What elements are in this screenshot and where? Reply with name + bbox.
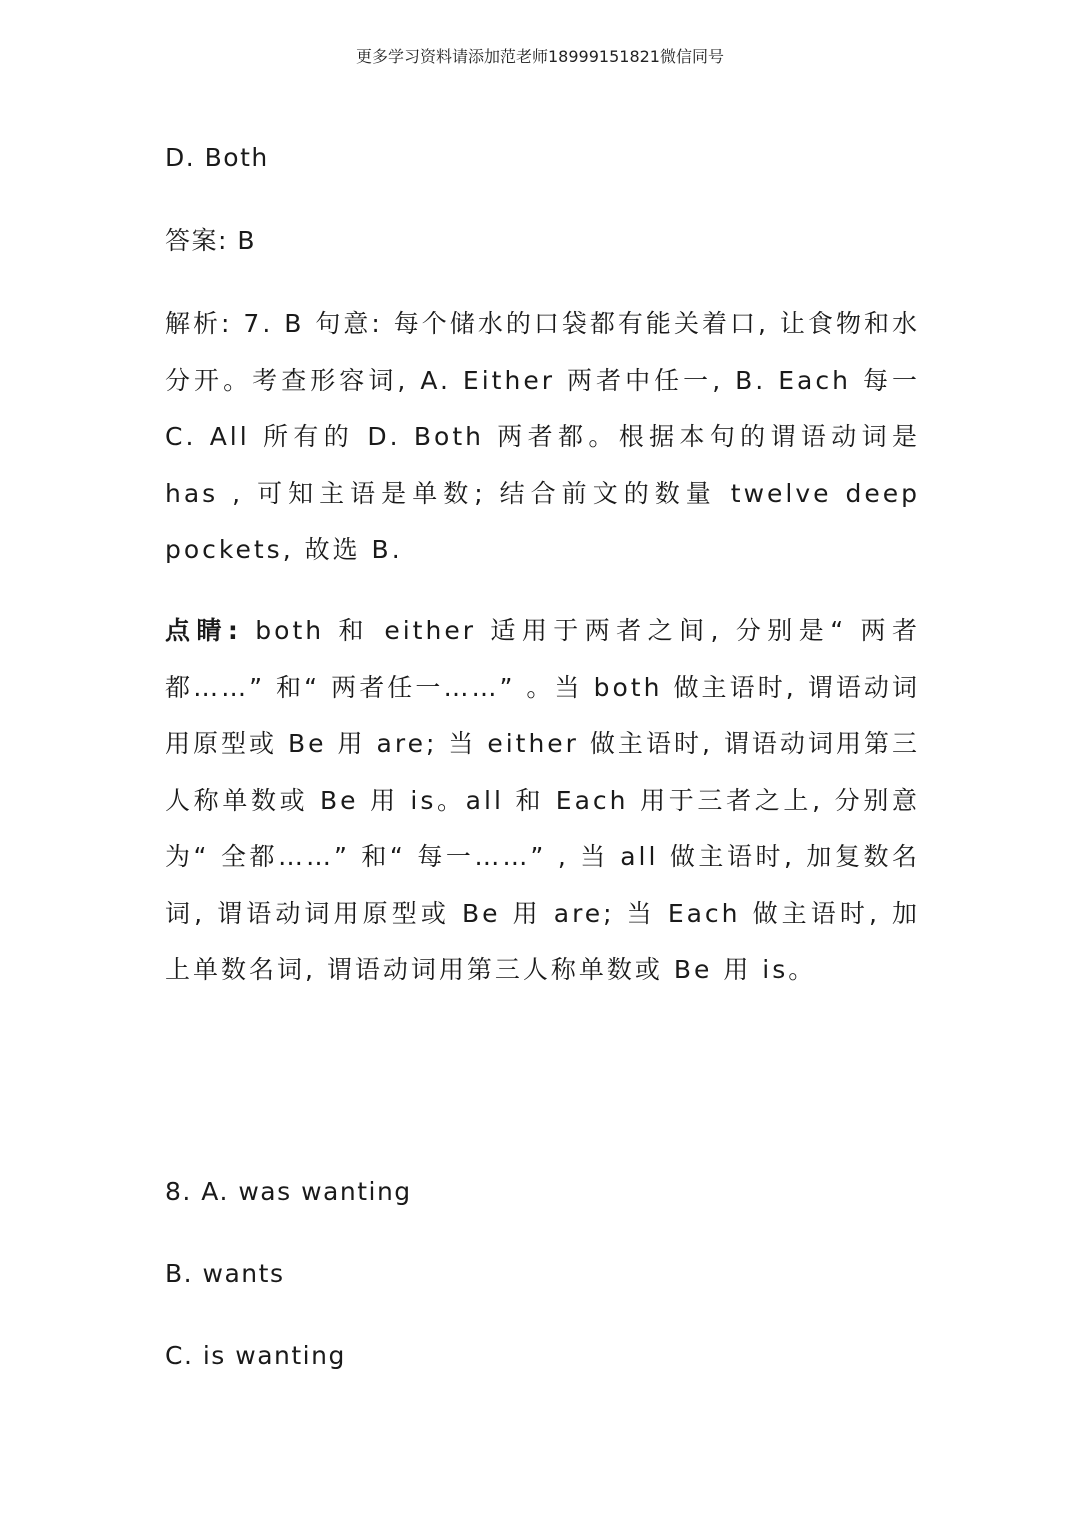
q7-tip-text: both 和 either 适用于两者之间, 分别是“ 两者都……” 和“ 两者任一……” 。当 both 做主语时, 谓语动词用原型或 Be 用 are; 当 either 做主语时, 谓语动词用第三人称单数或 Be 用 is。all 和 Each 用于三者之上, 分别意为“ 全都……” 和“ 每一……” , 当 all 做主语时, 加复数名词, 谓语动词用原型或 Be 用 are; 当 Each 做主语时, 加上单数名词, 谓语动词用第三人称单数或 Be 用 is。: [165, 616, 921, 984]
q7-option-d: D. Both: [165, 143, 269, 172]
q8-option-b: B. wants: [165, 1259, 285, 1288]
page-header-contact: 更多学习资料请添加范老师18999151821微信同号: [356, 47, 724, 66]
q7-tip: [165, 603, 920, 999]
q8-option-c: C. is wanting: [165, 1341, 346, 1370]
q7-analysis: 解析: 7. B 句意: 每个储水的口袋都有能关着口, 让食物和水分开。考查形容词, A. Either 两者中任一, B. Each 每一 C. All 所有的 D. Both 两者都。根据本句的谓语动词是 has , 可知主语是单数; 结合前文的数量 twelve deep pockets, 故选 B.: [165, 309, 920, 564]
q7-tip-label: 点睛:: [165, 616, 241, 645]
q8-option-a: 8. A. was wanting: [165, 1177, 412, 1206]
q7-answer: 答案: B: [165, 226, 257, 255]
